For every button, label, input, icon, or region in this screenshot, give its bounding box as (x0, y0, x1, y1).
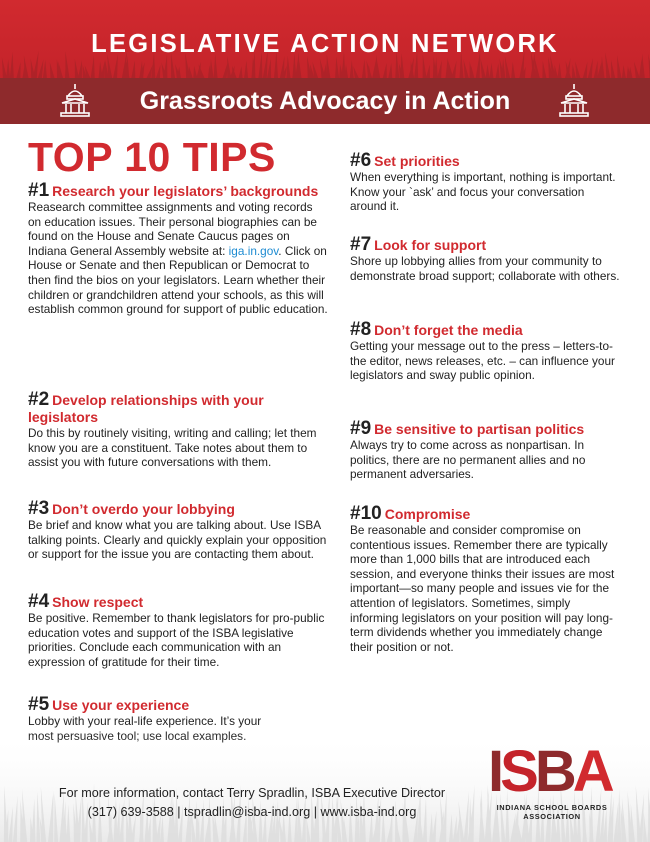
tip-heading: Research your legislators’ backgrounds (52, 183, 319, 199)
tip-body: Be positive. Remember to thank legislators for pro-public education votes and support of the ISBA legislative priorities. Conclude each communication with an expression of gratitude for their time. (28, 611, 325, 669)
tip-heading: Don’t overdo your lobbying (52, 501, 235, 517)
logo-letters: ISBA (488, 739, 611, 804)
tip-7 (350, 236, 622, 283)
tip-number: #2 (28, 389, 50, 410)
header-subtitle: Grassroots Advocacy in Action (139, 87, 511, 115)
tip-body-text: Reasearch committee assignments and voting records on education issues. Their personal biographies can be found on the House and Senate Caucus pages on Indiana General Assembly website at: (28, 200, 317, 258)
tip-6 (350, 152, 622, 214)
tip-number: #1 (28, 180, 50, 201)
tip-number: #10 (350, 503, 382, 524)
tip-body: Do this by routinely visiting, writing and calling; let them know you are a constituent. Take notes about them to assist you with future conversations with them. (28, 426, 317, 470)
tip-body: Getting your message out to the press – letters-to-the editor, news releases, etc. – can influence your legislators and sway public opinion. (350, 339, 615, 383)
tip-heading: Look for support (374, 237, 487, 253)
tip-number: #3 (28, 498, 50, 519)
tip-body-text: . Click on House or Senate and then Republican or Democrat to then find the bios on your legislators. Learn whether their children or grandchildren attend your schools, as this will establish common ground for support of public education. (28, 243, 328, 317)
tip-title (28, 500, 328, 518)
tip-1 (28, 182, 328, 317)
tip-2 (28, 391, 328, 470)
tip-heading: Show respect (52, 594, 144, 610)
subtitle-band (0, 78, 650, 124)
tip-heading: Be sensitive to partisan politics (374, 421, 585, 437)
tip-4 (28, 593, 328, 669)
tip-body: Be brief and know what you are talking about. Use ISBA talking points. Clearly and quickly explain your opposition or support for the issue you are contacting them about. (28, 518, 327, 562)
tip-number: #5 (28, 694, 50, 715)
tip-title (350, 321, 622, 339)
logo-sub-line2: ASSOCIATION (523, 812, 581, 821)
tip-body: Always try to come across as nonpartisan. In politics, there are no permanent allies and no permanent adversaries. (350, 438, 586, 482)
tip-title (350, 236, 622, 254)
tip-heading: Compromise (384, 506, 471, 522)
tip-number: #6 (350, 150, 372, 171)
tip-title (28, 391, 328, 426)
tip-heading: Don’t forget the media (374, 322, 523, 338)
tip-title (350, 505, 622, 523)
tip-body: Lobby with your real-life experience. It’s your (28, 714, 262, 728)
tip-number: #9 (350, 418, 372, 439)
tip-number: #8 (350, 319, 372, 340)
footer-details: (317) 639-3588 | tspradlin@isba-ind.org | www.isba-ind.org (87, 805, 417, 819)
tip-title (350, 420, 622, 438)
logo-subtitle (488, 803, 616, 821)
tip-body: Be reasonable and consider compromise on contentious issues. Remember there are typically more than 1,000 bills that are introduced each session, and everyone thinks their issues are most important—so many people and issues vie for the attention of legislators. Sometimes, simply informing legislators on your position will pay long-term dividends whether you immediately change their position or not. (350, 523, 615, 654)
tip-heading: Develop relationships with your legislators (28, 392, 264, 425)
page-title: TOP 10 TIPS (28, 134, 276, 180)
tip-10 (350, 505, 622, 654)
tip-body (28, 200, 328, 317)
isba-logo (488, 739, 628, 823)
header-banner (0, 0, 650, 78)
tip-title (28, 593, 328, 611)
logo-sub-line1: INDIANA SCHOOL BOARDS (496, 803, 608, 812)
tip-3 (28, 500, 328, 562)
header-title: LEGISLATIVE ACTION NETWORK (91, 30, 559, 58)
tip-number: #7 (350, 234, 372, 255)
tip-body: When everything is important, nothing is important. Know your `ask’ and focus your conversation around it. (350, 170, 616, 214)
tip-title (350, 152, 622, 170)
iga-link[interactable]: iga.in.gov (228, 243, 279, 258)
tip-title (28, 696, 328, 714)
tip-9 (350, 420, 622, 482)
tip-heading: Use your experience (52, 697, 190, 713)
tip-title (28, 182, 328, 200)
tip-8 (350, 321, 622, 383)
tip-heading: Set priorities (374, 153, 460, 169)
tip-number: #4 (28, 591, 50, 612)
footer-contact: For more information, contact Terry Spradlin, ISBA Executive Director (58, 786, 446, 800)
capitol-icon (554, 81, 594, 126)
tip-body: Shore up lobbying allies from your community to demonstrate broad support; collaborate with others. (350, 254, 620, 283)
